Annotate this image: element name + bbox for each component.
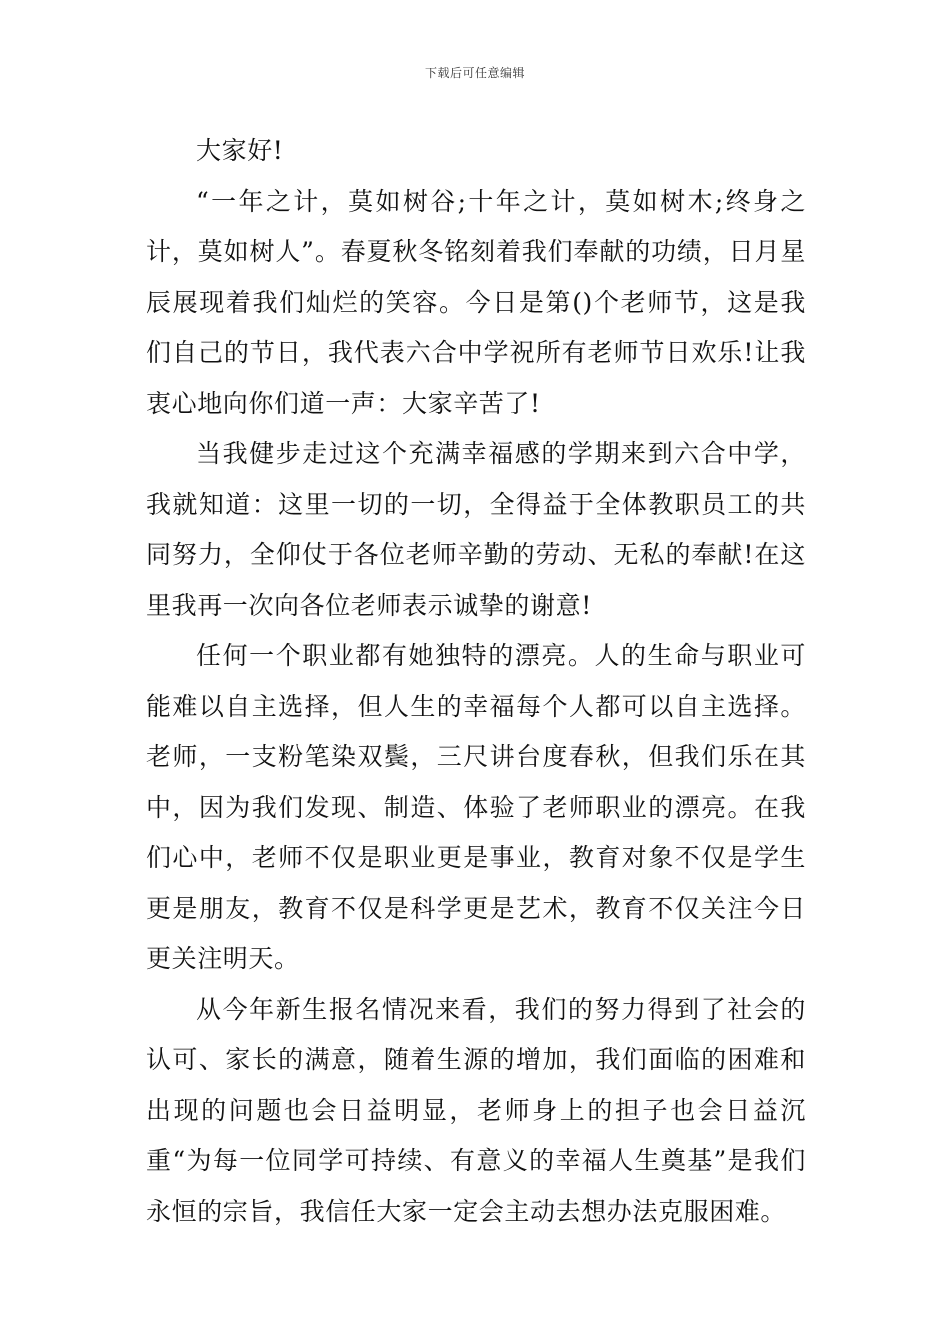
- paragraph-greeting: 大家好!: [196, 136, 284, 165]
- paragraph-4: 从今年新生报名情况来看，我们的努力得到了社会的认可、家长的满意，随着生源的增加，我们面临的困难和出现的问题也会日益明显，老师身上的担子也会日益沉重“为每一位同学可持续、有意义的幸福人生奠基”是我们永恒的宗旨，我信任大家一定会主动去想办法克服困难。: [146, 994, 806, 1226]
- header-note: 下载后可任意编辑: [424, 66, 525, 80]
- document-body: [146, 126, 806, 1237]
- paragraph-1: “一年之计，莫如树谷;十年之计，莫如树木;终身之计，莫如树人”。春夏秋冬铭刻着我们奉献的功绩，日月星辰展现着我们灿烂的笑容。今日是第()个老师节，这是我们自己的节日，我代表六合中学祝所有老师节日欢乐!让我衷心地向你们道一声：大家辛苦了!: [146, 186, 806, 418]
- paragraph-3: 任何一个职业都有她独特的漂亮。人的生命与职业可能难以自主选择，但人生的幸福每个人都可以自主选择。老师，一支粉笔染双鬓，三尺讲台度春秋，但我们乐在其中，因为我们发现、制造、体验了老师职业的漂亮。在我们心中，老师不仅是职业更是事业，教育对象不仅是学生更是朋友，教育不仅是科学更是艺术，教育不仅关注今日更关注明天。: [146, 641, 806, 973]
- paragraph-2: 当我健步走过这个充满幸福感的学期来到六合中学，我就知道：这里一切的一切，全得益于全体教职员工的共同努力，全仰仗于各位老师辛勤的劳动、无私的奉献!在这里我再一次向各位老师表示诚挚的谢意!: [146, 439, 806, 620]
